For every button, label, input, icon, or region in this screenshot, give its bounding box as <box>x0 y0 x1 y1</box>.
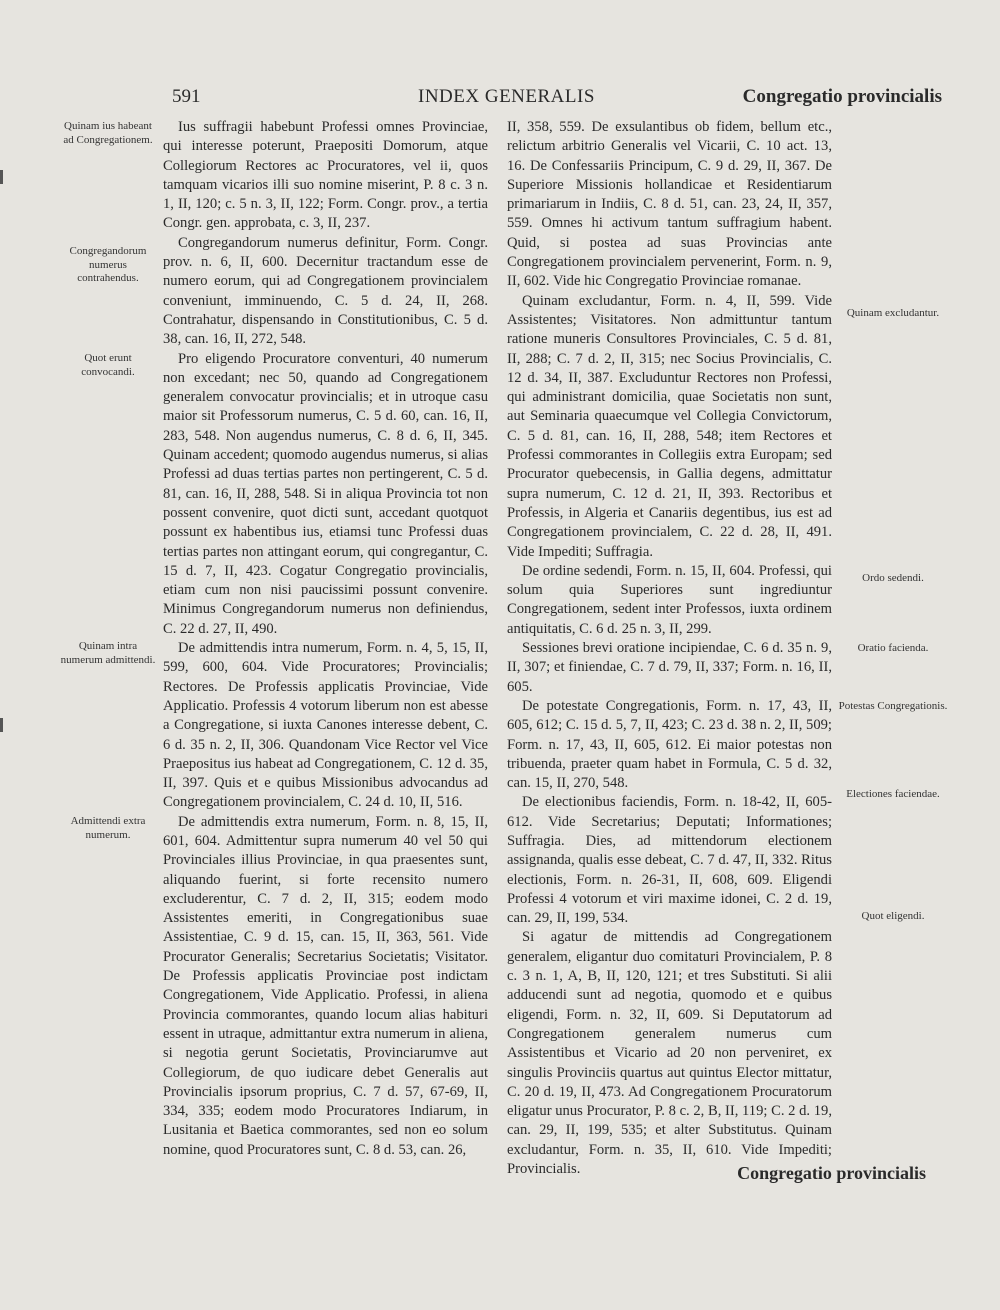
margin-note-right: Quinam excludantur. <box>846 307 940 319</box>
margin-note-left: Congregandorum numerus contrahendus. <box>69 245 147 284</box>
binding-mark <box>0 170 3 184</box>
index-entry: De potestate Congregationis, Form. n. 17, 43, II, 605, 612; C. 15 d. 5, 7, II, 423; C. 23 d. 38 n. 2, II, 509; Form. n. 17, 43, II, 605, 612. Ei maior potestas non tribuenda, praeter quam habet in Formula, C. 5 d. 32, can. 15, II, 270, 548. <box>507 697 832 792</box>
margin-note-right: Quot eligendi. <box>861 910 925 922</box>
index-entry: Sessiones brevi oratione incipiendae, C. 6 d. 35 n. 9, II, 307; et finiendae, C. 7 d. 79, II, 337; Form. n. 16, II, 605. <box>507 640 832 695</box>
binding-mark <box>0 718 3 732</box>
catchword: Congregatio provincialis <box>737 1163 926 1183</box>
running-header <box>0 86 1000 116</box>
index-entry: De admittendis extra numerum, Form. n. 8, 15, II, 601, 604. Admittentur supra numerum 40 vel 50 qui Provinciales illius Provinciae, in qua praesentes sunt, aliquando fuerint, si forte recensito numero excluderentur, C. 7 d. 2, II, 315; eodem modo Assistentes emeriti, in Congregationibus suae Assistentiae, C. 9 d. 15, can. 15, II, 363, 561. Vide Procurator Generalis; Secretarius Societatis; Visitator. De Professis applicatis Provinciae post indictam Congregationem, Vide Applicatio. Professi, in aliena Provincia commorantes, quando locum alias habituri essent in utraque, admittantur extra numerum in aliena, si negotia gerunt Societatis, Provinciarumve aut Collegiorum, de quo iudicare debet Generalis aut Provincialis ipsorum proprius, C. 7 d. 57, 67-69, II, 334, 335; eodem modo Procuratores Indiarum, in Lusitania et Baetica commorantes, sed non eo solum nomine, quod Procuratores sunt, C. 8 d. 53, can. 26, <box>163 813 488 1158</box>
index-entry: De ordine sedendi, Form. n. 15, II, 604. Professi, qui solum quia Superiores sunt ingrediuntur Congregationem, sedent inter Professos, iuxta ordinem antiquitatis, C. 6 d. 25 n. 3, II, 299. <box>507 562 832 637</box>
index-entry: II, 358, 559. De exsulantibus ob fidem, bellum etc., relictum arbitrio Generalis vel Vicarii, C. 10 act. 13, 16. De Confessariis Principum, C. 9 d. 29, II, 367. De Superiore Missionis hollandicae et Residentiarum primariarum in Indiis, C. 8 d. 51, can. 23, 24, II, 357, 559. Omnes hi activum tantum suffragium habent. Quid, si postea ad suas Provincias ante Congregationem provincialem pervenerint, Form. n. 9, II, 602. Vide hic Congregatio Provinciae romanae. <box>507 119 832 290</box>
index-entry: Si agatur de mittendis ad Congregationem generalem, eligantur duo comitaturi Provincialem, P. 8 c. 3 n. 1, A, B, II, 120, 121; et tres Substituti. Si alii adducendi sunt ad negotia, quomodo et e quibus eligendi, Form. n. 32, II, 609. Si Deputatorum ad Congregationem generalem numerus cum Assistentibus et Vicario ad 20 non perveniret, ex singulis Provinciis quartus aut quintus Elector mittatur, C. 20 d. 19, II, 473. Ad Congregationem Procuratorum eligatur unus Procurator, P. 8 c. 2, B, II, 119; C. 2 d. 19, can. 29, II, 199, 535; et alter Substitutus. Quinam excludantur, Form. n. 35, II, 610. Vide Impediti; Provincialis. <box>507 929 832 1178</box>
margin-note-left: Admittendi extra numerum. <box>70 815 146 841</box>
page-number: 591 <box>172 86 201 107</box>
margin-note-left: Quinam ius habeant ad Congregationem. <box>63 120 153 146</box>
index-entry: De admittendis intra numerum, Form. n. 4, 5, 15, II, 599, 600, 604. Vide Procuratores; Provincialis; Rectores. De Professis applicatis Provinciae, Vide Applicatio. Professis 4 votorum liberum non est abesse a Congregatione, si iuxta Canones interesse debent, C. 6 d. 35 n. 2, II, 306. Quandonam Vice Rector vel Vice Praepositus ius habeat ad Congregationem, C. 12 d. 35, II, 397. Quis et e quibus Missionibus advocandus ad Congregationem provincialem, C. 24 d. 10, II, 516. <box>163 640 488 811</box>
margin-note-right: Electiones faciendae. <box>846 788 940 800</box>
index-entry: De electionibus faciendis, Form. n. 18-42, II, 605-612. Vide Secretarius; Deputati; Informationes; Suffragia. Dies, ad mittendorum electionem assignanda, qualis esse debeat, C. 7 d. 47, II, 332. Ritus electionis, Form. n. 26-31, II, 608, 609. Eligendi Professi 4 votorum et viri maxime idonei, C. 2 d. 19, can. 29, II, 199, 534. <box>507 794 832 927</box>
margin-note-left: Quinam intra numerum admittendi. <box>60 640 156 666</box>
margin-note-right: Potestas Congregationis. <box>838 700 948 712</box>
index-entry: Congregandorum numerus definitur, Form. Congr. prov. n. 6, II, 600. Decernitur tractandum esse de numero eorum, qui ad Congregationem provincialem conveniunt, imminuendo, C. 5 d. 24, II, 268. Contrahatur, dispensando in Constitutionibus, C. 5 d. 38, can. 16, II, 272, 548. <box>163 234 488 348</box>
margin-note-right: Ordo sedendi. <box>862 572 924 584</box>
left-column <box>163 118 488 1160</box>
margin-note-left: Quot erunt convocandi. <box>81 352 135 378</box>
index-entry: Ius suffragii habebunt Professi omnes Provinciae, qui interesse poterunt, Praepositi Domorum, atque Collegiorum Rectores ac Procuratores, vel ii, quos tamquam vicarios illi suo nomine miserint, P. 8 c. 3 n. 1, II, 120; c. 5 n. 3, II, 122; Form. Congr. prov., a tertia Congr. gen. approbata, c. 3, II, 237. <box>163 119 488 232</box>
index-entry: Pro eligendo Procuratore conventuri, 40 numerum non excedant; nec 50, quando ad Congregationem generalem convocatur provincialis; et in utroque casu maior sit Professorum numerus, C. 5 d. 60, can. 16, II, 283, 548. Non augendus numerus, C. 8 d. 6, II, 345. Quinam accedent; quomodo augendus numerus, si alias Professi ad duas tertias partes non pertingerent, C. 5 d. 81, can. 16, II, 288, 548. Si in aliqua Provincia tot non possent convenire, quot dicti sunt, accedant quotquot possunt ex habentibus ius, etiamsi tunc Professi duas tertias partes non attingant eorum, qui congregantur, C. 15 d. 7, II, 423. Cogatur Congregatio provincialis, etiam cum non nisi paucissimi possunt convenire. Minimus Congregandorum numerus non definiendus, C. 22 d. 27, II, 490. <box>163 350 488 637</box>
running-title: INDEX GENERALIS <box>418 86 595 107</box>
section-heading: Congregatio provincialis <box>742 86 942 107</box>
index-entry: Quinam excludantur, Form. n. 4, II, 599. Vide Assistentes; Visitatores. Non admittuntur tantum ratione muneris Consultores Provinciales, C. 5 d. 81, II, 288; C. 7 d. 2, II, 315; nec Socius Provincialis, C. 12 d. 34, II, 387. Excluduntur Rectores non Professi, qui administrant domicilia, quae Societatis non sunt, aut Seminaria quaecumque vel Collegia Convictorum, C. 5 d. 81, can. 16, II, 288, 548; item Rectores et Professi commorantes in Collegiis extra Europam; sed Procurator quebecensis, in Gallia degens, admittatur supra numerum, C. 12 d. 21, II, 393. Rectoribus et Professis, in Algeria et Canariis degentibus, ius est ad Congregationem provincialem, C. 22 d. 28, II, 491. Vide Impediti; Suffragia. <box>507 292 832 560</box>
margin-note-right: Oratio facienda. <box>857 642 929 654</box>
right-column <box>507 118 832 1179</box>
